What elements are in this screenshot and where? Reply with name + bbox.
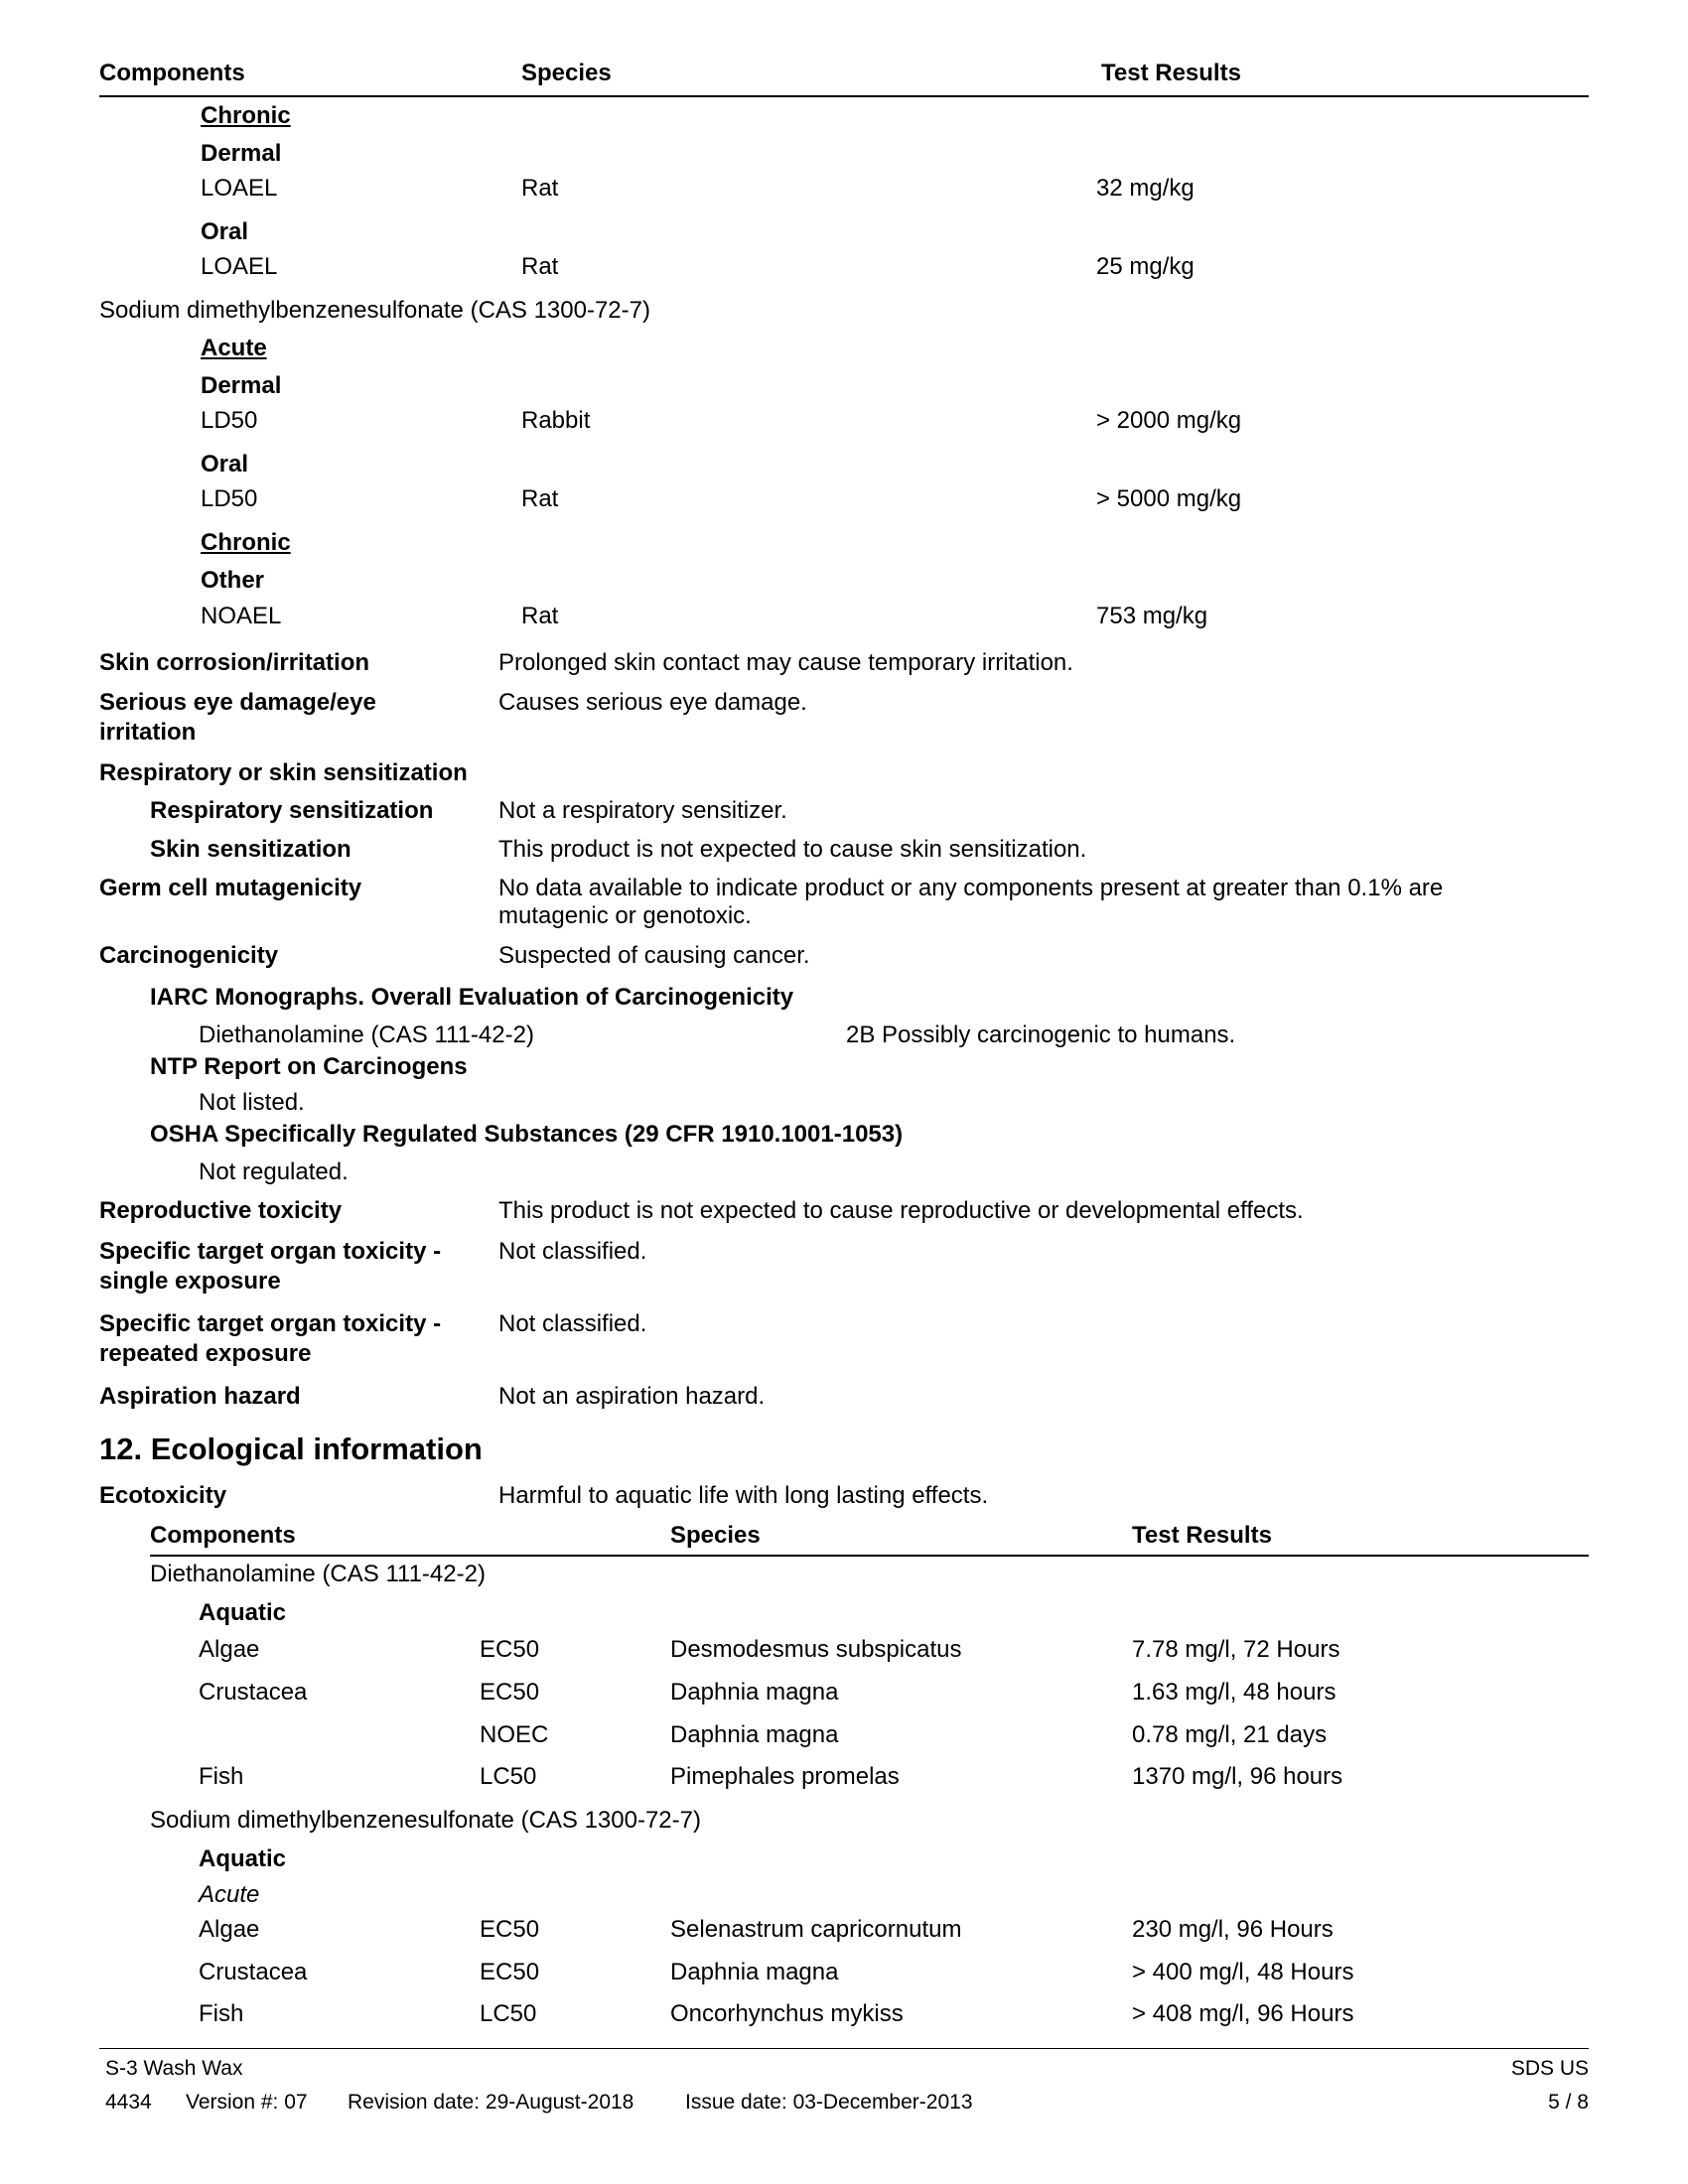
route-label: Dermal [201, 372, 282, 399]
endpoint: NOAEL [201, 603, 282, 629]
species: Rat [521, 603, 559, 629]
germ-cell-value: No data available to indicate product or any components present at greater than 0.1% are [498, 875, 1444, 901]
eco-species: Selenastrum capricornutum [670, 1916, 962, 1943]
header-rule [99, 95, 1589, 97]
footer-id: 4434 [105, 2091, 152, 2114]
ntp-value: Not listed. [199, 1089, 305, 1116]
species: Rat [521, 175, 559, 202]
eye-damage-value: Causes serious eye damage. [498, 689, 807, 716]
sensitization-heading: Respiratory or skin sensitization [99, 759, 468, 786]
respiratory-sensitization-label: Respiratory sensitization [150, 797, 434, 824]
eco-component-name: Sodium dimethylbenzenesulfonate (CAS 1300-72-7) [150, 1807, 701, 1834]
iarc-classification: 2B Possibly carcinogenic to humans. [846, 1022, 1236, 1048]
stot-single-label: Specific target organ toxicity - [99, 1238, 442, 1265]
footer-revision-date: Revision date: 29-August-2018 [348, 2091, 634, 2114]
eco-species: Daphnia magna [670, 1959, 839, 1985]
endpoint: LD50 [201, 407, 258, 434]
aquatic-label: Aquatic [199, 1599, 287, 1626]
germ-cell-value-line2: mutagenic or genotoxic. [498, 902, 752, 929]
stot-repeated-label-line2: repeated exposure [99, 1340, 312, 1367]
osha-value: Not regulated. [199, 1159, 349, 1185]
species: Rat [521, 485, 559, 512]
eco-endpoint: EC50 [480, 1636, 540, 1663]
footer-doc-type: SDS US [1510, 2057, 1589, 2080]
eco-component-name: Diethanolamine (CAS 111-42-2) [150, 1561, 486, 1587]
acute-label: Acute [201, 335, 267, 361]
eye-damage-label: Serious eye damage/eye [99, 689, 376, 716]
eco-endpoint: LC50 [480, 1763, 537, 1790]
eco-result: 1.63 mg/l, 48 hours [1132, 1679, 1336, 1706]
species: Rat [521, 253, 559, 280]
germ-cell-label: Germ cell mutagenicity [99, 875, 362, 901]
eco-species: Pimephales promelas [670, 1763, 900, 1790]
ecotoxicity-label: Ecotoxicity [99, 1482, 227, 1509]
footer-rule [99, 2048, 1589, 2049]
reproductive-toxicity-label: Reproductive toxicity [99, 1197, 343, 1224]
stot-repeated-value: Not classified. [498, 1310, 647, 1337]
species: Rabbit [521, 407, 591, 434]
table-header-species: Species [521, 60, 612, 86]
chronic-label: Chronic [201, 529, 291, 556]
skin-sensitization-value: This product is not expected to cause skin sensitization. [498, 836, 1087, 863]
eco-group: Algae [199, 1916, 260, 1943]
stot-single-label-line2: single exposure [99, 1268, 281, 1295]
eco-endpoint: EC50 [480, 1679, 540, 1706]
footer-version: Version #: 07 [186, 2091, 308, 2114]
eco-species: Daphnia magna [670, 1721, 839, 1748]
test-result: 32 mg/kg [1096, 175, 1195, 202]
respiratory-sensitization-value: Not a respiratory sensitizer. [498, 797, 787, 824]
eco-species: Oncorhynchus mykiss [670, 2000, 904, 2027]
stot-repeated-label: Specific target organ toxicity - [99, 1310, 442, 1337]
test-result: > 5000 mg/kg [1096, 485, 1242, 512]
test-result: 753 mg/kg [1096, 603, 1208, 629]
endpoint: LD50 [201, 485, 258, 512]
eco-result: > 400 mg/l, 48 Hours [1132, 1959, 1354, 1985]
eco-group: Crustacea [199, 1959, 308, 1985]
footer-page-number: 5 / 8 [1548, 2091, 1589, 2114]
eco-header-results: Test Results [1132, 1522, 1272, 1549]
skin-corrosion-label: Skin corrosion/irritation [99, 649, 370, 676]
skin-corrosion-value: Prolonged skin contact may cause temporary irritation. [498, 649, 1073, 676]
reproductive-toxicity-value: This product is not expected to cause reproductive or developmental effects. [498, 1197, 1304, 1224]
eco-result: 230 mg/l, 96 Hours [1132, 1916, 1334, 1943]
endpoint: LOAEL [201, 175, 278, 202]
eco-species: Daphnia magna [670, 1679, 839, 1706]
carcinogenicity-value: Suspected of causing cancer. [498, 942, 810, 969]
section-title: 12. Ecological information [99, 1432, 483, 1466]
eco-group: Fish [199, 2000, 244, 2027]
eco-header-species: Species [670, 1522, 761, 1549]
table-header-results: Test Results [1101, 60, 1241, 86]
osha-heading: OSHA Specifically Regulated Substances (29 CFR 1910.1001-1053) [150, 1121, 904, 1148]
test-result: > 2000 mg/kg [1096, 407, 1242, 434]
eco-species: Desmodesmus subspicatus [670, 1636, 962, 1663]
eco-endpoint: NOEC [480, 1721, 549, 1748]
eco-result: 7.78 mg/l, 72 Hours [1132, 1636, 1340, 1663]
eco-header-components: Components [150, 1522, 296, 1549]
acute-label: Acute [199, 1881, 260, 1908]
route-label: Dermal [201, 140, 282, 167]
component-name: Sodium dimethylbenzenesulfonate (CAS 1300-72-7) [99, 297, 650, 324]
route-label: Oral [201, 451, 249, 478]
endpoint: LOAEL [201, 253, 278, 280]
eco-group: Fish [199, 1763, 244, 1790]
chronic-label: Chronic [201, 102, 291, 129]
eco-group: Crustacea [199, 1679, 308, 1706]
eco-endpoint: EC50 [480, 1916, 540, 1943]
footer-product: S-3 Wash Wax [105, 2057, 243, 2080]
aspiration-hazard-label: Aspiration hazard [99, 1383, 301, 1410]
aspiration-hazard-value: Not an aspiration hazard. [498, 1383, 766, 1410]
table-header-components: Components [99, 60, 245, 86]
eco-endpoint: LC50 [480, 2000, 537, 2027]
eco-header-rule [150, 1555, 1589, 1557]
ecotoxicity-value: Harmful to aquatic life with long lasting effects. [498, 1482, 989, 1509]
eco-result: 1370 mg/l, 96 hours [1132, 1763, 1343, 1790]
footer-issue-date: Issue date: 03-December-2013 [685, 2091, 973, 2114]
eye-damage-label-line2: irritation [99, 719, 197, 746]
skin-sensitization-label: Skin sensitization [150, 836, 352, 863]
eco-result: 0.78 mg/l, 21 days [1132, 1721, 1328, 1748]
test-result: 25 mg/kg [1096, 253, 1195, 280]
route-label: Oral [201, 218, 249, 245]
aquatic-label: Aquatic [199, 1845, 287, 1872]
route-label: Other [201, 567, 265, 594]
iarc-substance: Diethanolamine (CAS 111-42-2) [199, 1022, 534, 1048]
iarc-heading: IARC Monographs. Overall Evaluation of Carcinogenicity [150, 984, 794, 1011]
eco-endpoint: EC50 [480, 1959, 540, 1985]
stot-single-value: Not classified. [498, 1238, 647, 1265]
ntp-heading: NTP Report on Carcinogens [150, 1053, 468, 1080]
eco-result: > 408 mg/l, 96 Hours [1132, 2000, 1354, 2027]
carcinogenicity-label: Carcinogenicity [99, 942, 279, 969]
eco-group: Algae [199, 1636, 260, 1663]
